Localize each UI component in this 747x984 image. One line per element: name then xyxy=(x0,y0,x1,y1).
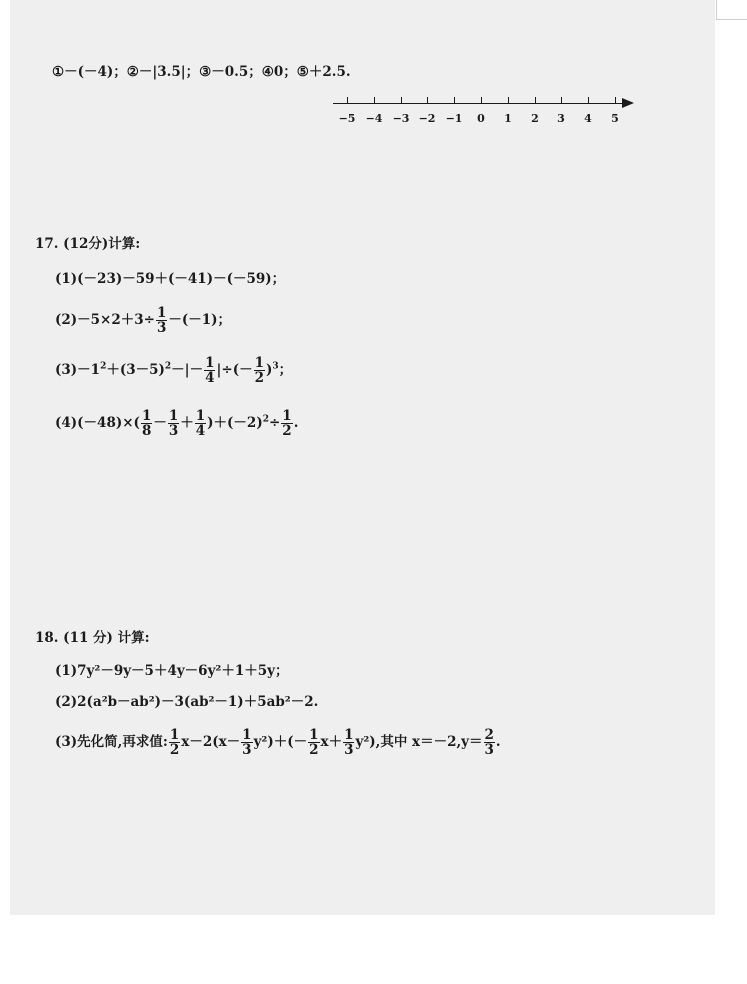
numerator: 1 xyxy=(169,727,180,743)
number-line-label: 1 xyxy=(504,112,512,125)
number-line-axis xyxy=(333,103,623,104)
number-line-tick xyxy=(481,97,482,104)
numerator: 1 xyxy=(141,408,152,424)
q17-part1: (1)(－23)－59＋(－41)－(－59)； xyxy=(55,271,286,287)
denominator: 8 xyxy=(141,423,152,440)
number-line-tick xyxy=(615,97,616,104)
numerator: 1 xyxy=(195,408,206,424)
number-line-label: −1 xyxy=(445,112,463,125)
denominator: 3 xyxy=(242,742,252,759)
numerator: 1 xyxy=(309,727,319,743)
q18-part1: (1)7y²－9y－5＋4y－6y²＋1＋5y； xyxy=(55,663,289,679)
denominator: 4 xyxy=(205,370,215,387)
q17-header: 17. (12分)计算: xyxy=(35,236,141,252)
number-line-label: −5 xyxy=(338,112,356,125)
number-line-label: 3 xyxy=(557,112,565,125)
q18-part3-text: . xyxy=(495,734,501,751)
fraction-one-half xyxy=(281,409,292,438)
q17-part3 xyxy=(55,356,292,385)
number-line-label: 0 xyxy=(477,112,485,125)
exponent: 2 xyxy=(262,414,269,425)
number-line-label: −4 xyxy=(365,112,383,125)
numerator: 1 xyxy=(168,408,179,424)
fraction-one-third xyxy=(168,409,179,438)
numerator: 2 xyxy=(484,727,494,743)
number-line-tick xyxy=(561,97,562,104)
q18-header: 18. (11 分) 计算: xyxy=(35,630,150,646)
q18-part3 xyxy=(55,728,501,757)
fraction-one-half xyxy=(308,728,319,757)
q17-part3-text: |÷(－ xyxy=(216,362,253,379)
denominator: 3 xyxy=(344,742,354,759)
number-line-label: −2 xyxy=(418,112,436,125)
numerator: 1 xyxy=(242,727,252,743)
q17-part4-text: ÷ xyxy=(268,415,281,432)
denominator: 2 xyxy=(254,370,265,387)
q17-part2-text: (2)－5×2＋3÷ xyxy=(55,312,155,329)
q17-part4-text: . xyxy=(293,415,299,432)
page-corner-box xyxy=(716,0,747,20)
numerator: 1 xyxy=(205,355,215,371)
q18-part2: (2)2(a²b－ab²)－3(ab²－1)＋5ab²－2. xyxy=(55,694,319,710)
denominator: 3 xyxy=(156,320,167,337)
denominator: 3 xyxy=(168,423,179,440)
q17-part3-text: ) xyxy=(266,362,273,379)
number-line-tick xyxy=(427,97,428,104)
number-line-tick xyxy=(508,97,509,104)
q17-part4-text: )＋(－2) xyxy=(207,415,263,432)
number-line-label: 5 xyxy=(611,112,619,125)
q17-part3-text: ； xyxy=(278,362,293,379)
exponent: 2 xyxy=(100,361,107,372)
q17-part3-text: －|－ xyxy=(171,362,204,379)
number-line-tick xyxy=(401,97,402,104)
denominator: 3 xyxy=(484,742,494,759)
q18-part3-text: (3)先化简,再求值: xyxy=(55,734,168,751)
exponent: 3 xyxy=(272,361,279,372)
number-line-tick xyxy=(347,97,348,104)
number-line-label: 2 xyxy=(531,112,539,125)
previous-answer-line: ①－(－4)；②－|3.5|；③－0.5；④0；⑤＋2.5. xyxy=(52,64,351,80)
denominator: 2 xyxy=(282,423,292,440)
q17-part2 xyxy=(55,306,231,335)
fraction-one-fourth xyxy=(195,409,206,438)
numerator: 1 xyxy=(282,408,292,424)
fraction-one-half xyxy=(169,728,180,757)
fraction-two-thirds xyxy=(484,728,495,757)
exponent: 2 xyxy=(164,361,172,372)
fraction-one-third xyxy=(241,728,252,757)
q17-part4-text: (4)(－48)×( xyxy=(55,415,140,432)
number-line-tick xyxy=(588,97,589,104)
q17-part4-text: － xyxy=(153,415,167,432)
fraction-one-eighth xyxy=(141,409,152,438)
fraction-one-fourth xyxy=(204,356,215,385)
number-line-tick xyxy=(535,97,536,104)
number-line-tick xyxy=(374,97,375,104)
q17-part2-text: －(－1)； xyxy=(168,312,232,329)
fraction-one-half xyxy=(254,356,265,385)
fraction-one-third xyxy=(156,306,167,335)
denominator: 2 xyxy=(309,742,319,759)
number-line-tick xyxy=(454,97,455,104)
numerator: 1 xyxy=(156,305,167,321)
fraction-one-third xyxy=(343,728,354,757)
q18-part3-text: y²),其中 x＝－2,y＝ xyxy=(355,734,483,751)
q17-part3-text: ＋(3－5) xyxy=(106,362,165,379)
q18-part3-text: x＋ xyxy=(320,734,343,751)
numerator: 1 xyxy=(344,727,354,743)
number-line-label: −3 xyxy=(392,112,410,125)
paper-scan xyxy=(10,0,715,915)
denominator: 4 xyxy=(195,423,206,440)
q18-part3-text: x－2(x－ xyxy=(181,734,241,751)
denominator: 2 xyxy=(169,742,180,759)
q18-part3-text: y²)＋(－ xyxy=(253,734,308,751)
number-line-label: 4 xyxy=(584,112,592,125)
numerator: 1 xyxy=(254,355,265,371)
number-line-arrow-icon xyxy=(622,98,634,108)
q17-part3-text: (3)－1 xyxy=(55,362,101,379)
q17-part4-text: ＋ xyxy=(180,415,194,432)
q17-part4 xyxy=(55,409,298,438)
